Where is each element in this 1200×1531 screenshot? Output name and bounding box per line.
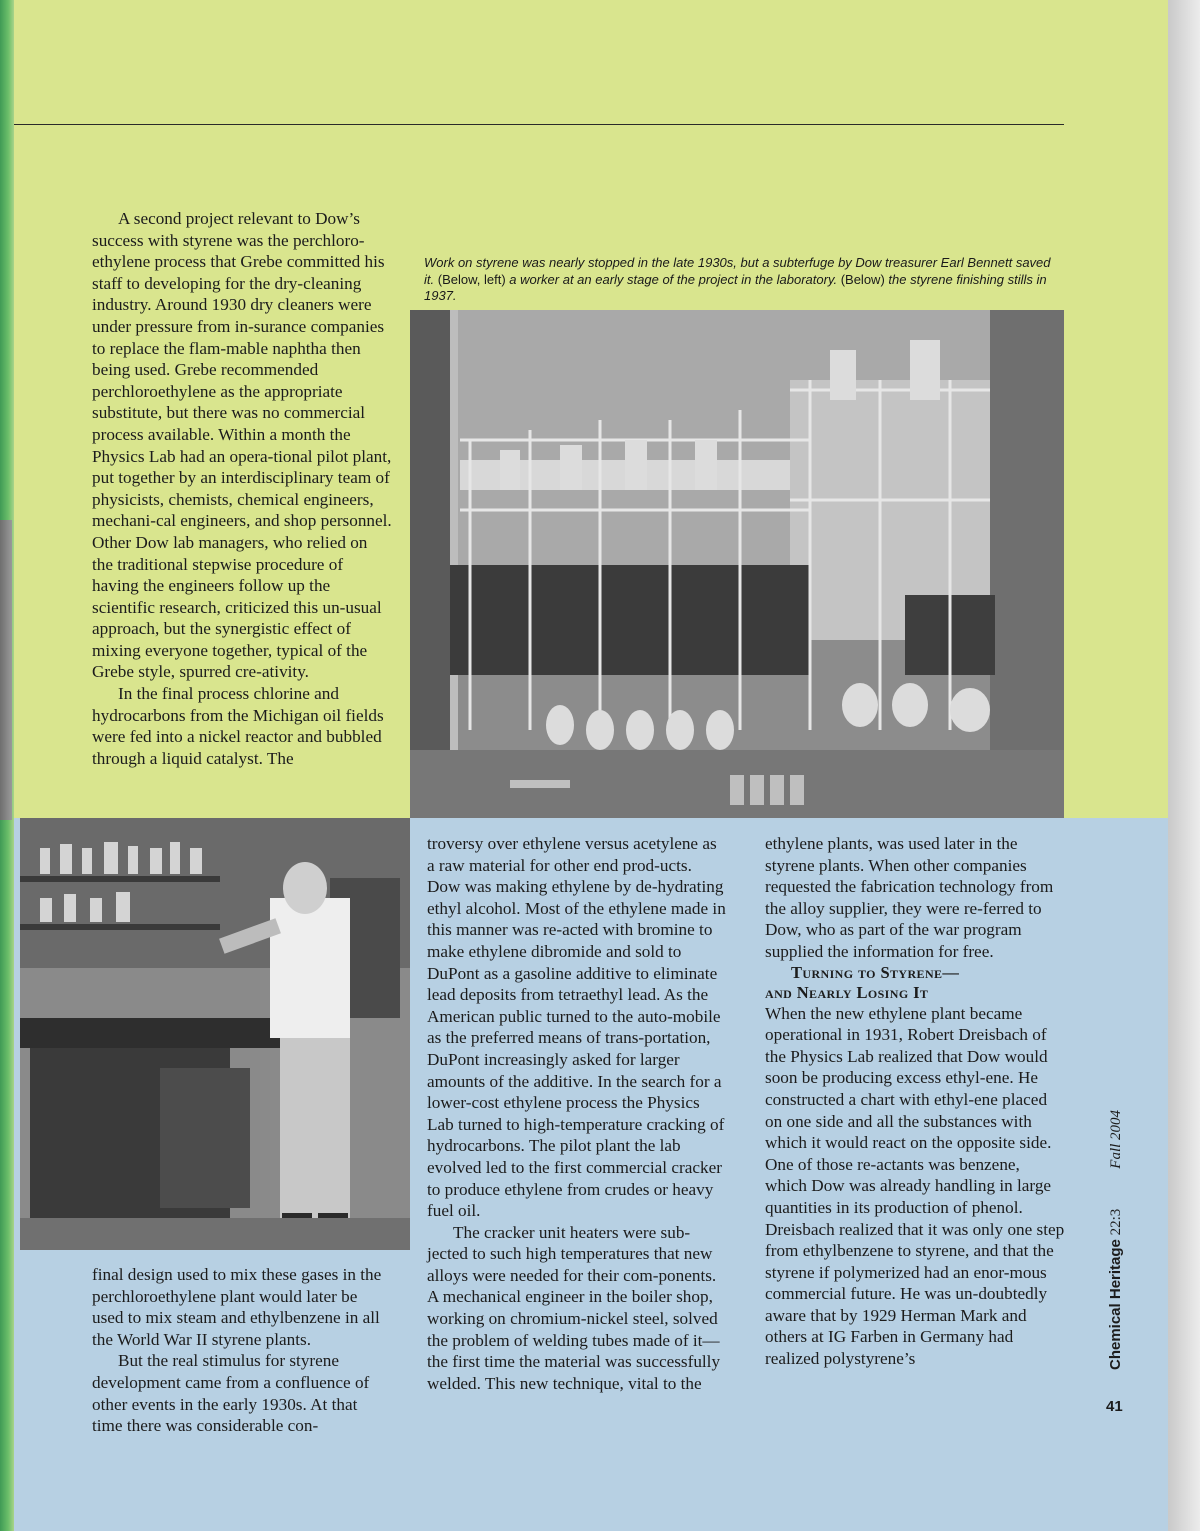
lab-illustration — [20, 818, 410, 1250]
photo-caption — [424, 255, 1064, 305]
paragraph: But the real stimulus for styrene development came from a confluence of other events in the early 1930s. At that time there was considerable con- — [92, 1351, 370, 1436]
caption-italic-1: Work on styrene was nearly stopped in the late 1930s, but a subterfuge by Dow treasurer Earl Bennett saved it. — [424, 255, 1051, 287]
caption-italic-3: the styrene finishing stills in 1937. — [424, 271, 1047, 303]
plant-illustration — [410, 310, 1064, 818]
column-1-bottom — [92, 1264, 392, 1437]
paragraph: When the new ethylene plant became operational in 1931, Robert Dreisbach of the Physics Lab realized that Dow would soon be producing excess ethyl-ene. He constructed a chart with ethyl-ene placed on one side and all the substances with which it would react on the opposite side. One of those re-actants was benzene, which Dow was already handling in large quantities in its production of phenol. Dreisbach realized that it was only one step from ethylbenzene to styrene, and that the styrene if polymerized had an enor-mous commercial future. He was un-doubtedly aware that by 1929 Herman Mark and others at IG Farben in Germany had realized polystyrene’s — [765, 1003, 1065, 1369]
column-3 — [765, 833, 1065, 1370]
heading-line-2: and Nearly Losing It — [765, 982, 929, 1002]
paragraph: The cracker unit heaters were sub-jected to such high temperatures that new alloys were needed for their com-ponents. A mechanical engineer in the boiler shop, working on chromium-nickel steel, solved the problem of welding tubes made of it—the first time the material was successfully welded. This new technique, vital to the — [427, 1222, 721, 1393]
page-number: 41 — [1106, 1398, 1123, 1415]
page-right-edge — [1168, 0, 1200, 1531]
column-1-top — [92, 208, 392, 769]
caption-italic-2: a worker at an early stage of the project in the laboratory. — [509, 271, 838, 287]
paragraph: A second project relevant to Dow’s success with styrene was the perchloro-ethylene process that Grebe committed his staff to developing for the dry-cleaning industry. Around 1930 dry cleaners were under pressure from in-surance companies to replace the flam-mable naphtha then being used. Grebe recommended perchloroethylene as the appropriate substitute, but there was no commercial process available. Within a month the Physics Lab had an opera-tional pilot plant, put together by an interdisciplinary team of physicists, chemists, chemical engineers, mechani-cal engineers, and shop personnel. Other Dow lab managers, who relied on the traditional stepwise procedure of having the engineers follow up the scientific research, criticized this un-usual approach, but the synergistic effect of mixing everyone together, typical of the Grebe style, spurred cre-ativity. — [92, 209, 392, 682]
volume-number: 22:3 — [1108, 1208, 1124, 1240]
lab-worker-photo — [20, 818, 410, 1250]
paragraph: ethylene plants, was used later in the styrene plants. When other companies requested the fabrication technology from the alloy supplier, they were re-ferred to Dow, who as part of the war program supplied the information for free. — [765, 834, 1054, 961]
styrene-stills-photo — [410, 310, 1064, 818]
paragraph: In the final process chlorine and hydrocarbons from the Michigan oil fields were fed into a nickel reactor and bubbled through a liquid catalyst. The — [92, 684, 384, 768]
column-2 — [427, 833, 727, 1394]
running-footer — [1107, 1110, 1137, 1370]
header-rule — [14, 124, 1064, 125]
heading-line-1: Turning to Styrene— — [791, 962, 960, 982]
paragraph: troversy over ethylene versus acetylene as a raw material for other end prod-ucts. Dow was making ethylene by de-hydrating ethyl alcohol. Most of the ethylene made in this manner was re-acted with bromine to make ethylene dibromide and sold to DuPont as a gasoline additive to eliminate lead deposits from tetraethyl lead. As the American public turned to the auto-mobile as the preferred means of trans-portation, DuPont increasingly asked for larger amounts of the additive. In the search for a lower-cost ethylene process the Physics Lab turned to high-temperature cracking of hydrocarbons. The pilot plant the lab evolved led to the first commercial cracker to produce ethylene from crudes or heavy fuel oil. — [427, 834, 726, 1221]
magazine-title: Chemical Heritage — [1107, 1239, 1124, 1370]
issue-season: Fall 2004 — [1108, 1109, 1124, 1169]
section-heading — [765, 963, 1065, 1003]
caption-plain-2: (Below) — [837, 271, 889, 287]
caption-plain-1: (Below, left) — [434, 271, 510, 287]
paragraph: final design used to mix these gases in the perchloroethylene plant would later be used to mix steam and ethylbenzene in all the World War II styrene plants. — [92, 1265, 382, 1349]
spine-shadow — [0, 520, 12, 820]
